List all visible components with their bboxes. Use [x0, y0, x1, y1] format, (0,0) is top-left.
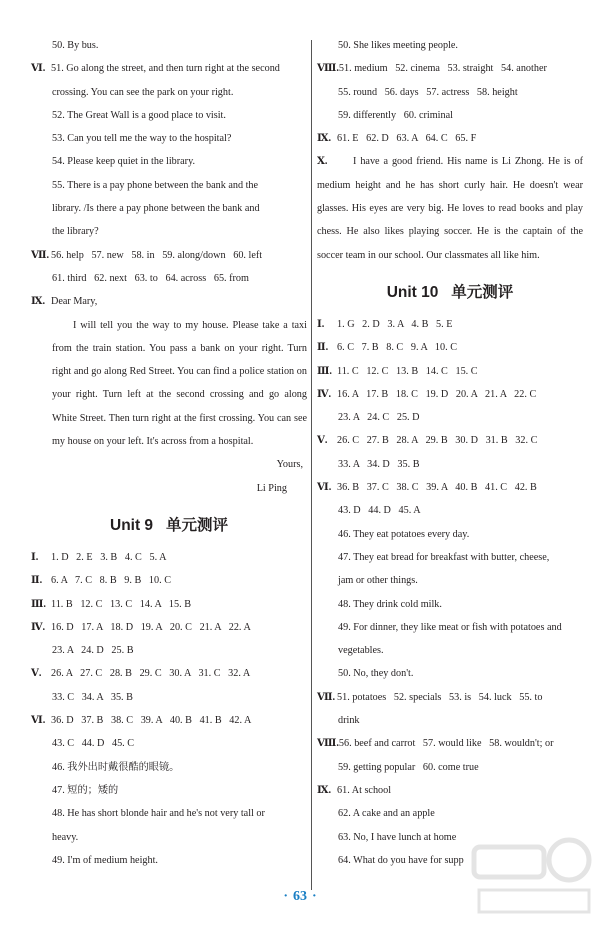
- answer-line: Ⅶ. 56. help 57. new 58. in 59. along/down 60. left: [31, 244, 307, 267]
- answer-line: 59. getting popular 60. come true: [338, 761, 479, 773]
- section-numeral: Ⅰ.: [31, 551, 39, 563]
- column-divider: [311, 40, 312, 890]
- letter-greeting: Ⅸ. Dear Mary,: [31, 290, 307, 313]
- page-number: · 63 ·: [283, 889, 317, 904]
- answer-line: Ⅵ. 36. B 37. C 38. C 39. A 40. B 41. C 42. B: [317, 476, 583, 499]
- answer-line: 48. They drink cold milk.: [338, 598, 442, 610]
- answer-line: Ⅳ. 16. A 17. B 18. C 19. D 20. A 21. A 22. C: [317, 383, 583, 406]
- section-numeral: Ⅸ.: [31, 296, 46, 308]
- section-numeral: Ⅲ.: [31, 598, 46, 610]
- answer-line: Ⅵ. 51. Go along the street, and then turn right at the second: [31, 57, 307, 80]
- answer-line: 33. C 34. A 35. B: [52, 691, 133, 703]
- answer-line: 33. A 34. D 35. B: [338, 458, 420, 470]
- answer-line: 46. 我外出时戴很酷的眼镜。: [52, 761, 180, 773]
- answer-line: 47. They eat bread for breakfast with butter, cheese,: [338, 551, 550, 563]
- unit10-title: Unit 10 单元测评: [386, 283, 514, 301]
- section-numeral: Ⅶ.: [31, 249, 50, 261]
- answer-line: 50. She likes meeting people.: [338, 40, 458, 51]
- section-numeral: Ⅶ.: [317, 691, 336, 703]
- answer-line: crossing. You can see the park on your right.: [52, 86, 234, 98]
- answer-line: 23. A 24. D 25. B: [52, 645, 134, 657]
- answer-line: 62. A cake and an apple: [338, 808, 435, 820]
- essay-body: Ⅹ. I have a good friend. His name is Li Zhong. He is of medium height and he has short curly hair. He doesn't wear glasses. His eyes are very big. He loves to read books and play chess. He also likes playing soccer. He is the captain of the soccer team in our school. Our classmates all like him.: [317, 150, 583, 266]
- section-numeral: Ⅵ.: [31, 63, 46, 75]
- answer-line: 53. Can you tell me the way to the hospital?: [52, 133, 232, 145]
- section-numeral: Ⅴ.: [317, 435, 328, 447]
- answer-line: Ⅳ. 16. D 17. A 18. D 19. A 20. C 21. A 22. A: [31, 616, 307, 639]
- answer-line: Ⅴ. 26. C 27. B 28. A 29. B 30. D 31. B 32. C: [317, 429, 583, 452]
- letter-body: I will tell you the way to my house. Please take a taxi from the train station. You pass a bank on your right. Turn right and go along Red Street. You can find a police station on your right. Turn left at the second crossing and go along White Street. Then turn right at the first crossing. You can see my house on your left. It's across from a hospital.: [52, 319, 307, 448]
- answer-line: 43. C 44. D 45. C: [52, 738, 135, 750]
- section-numeral: Ⅲ.: [317, 365, 332, 377]
- letter-signature: Li Ping: [256, 482, 287, 494]
- answer-line: Ⅷ.51. medium 52. cinema 53. straight 54. another: [317, 57, 583, 80]
- section-numeral: Ⅳ.: [31, 621, 46, 633]
- letter-closing: Yours,: [276, 459, 303, 471]
- answer-line: 23. A 24. C 25. D: [338, 412, 420, 424]
- answer-line: vegetables.: [338, 645, 384, 657]
- section-numeral: Ⅹ.: [317, 156, 328, 168]
- section-numeral: Ⅳ.: [317, 388, 332, 400]
- answer-line: 52. The Great Wall is a good place to visit.: [52, 109, 226, 121]
- answer-line: 43. D 44. D 45. A: [338, 505, 421, 517]
- answer-line: library. /Is there a pay phone between the bank and: [52, 203, 260, 215]
- answer-line: 47. 短的；矮的: [52, 784, 119, 796]
- answer-line: the library?: [52, 226, 99, 238]
- section-numeral: Ⅵ.: [31, 715, 46, 727]
- section-numeral: Ⅴ.: [31, 668, 42, 680]
- right-column: [317, 34, 583, 872]
- answer-line: Ⅲ. 11. B 12. C 13. C 14. A 15. B: [31, 593, 307, 616]
- answer-line: Ⅱ. 6. A 7. C 8. B 9. B 10. C: [31, 569, 307, 592]
- section-numeral: Ⅰ.: [317, 318, 325, 330]
- answer-line: Ⅰ. 1. G 2. D 3. A 4. B 5. E: [317, 313, 583, 336]
- answer-line: 54. Please keep quiet in the library.: [52, 156, 196, 168]
- answer-line: Ⅱ. 6. C 7. B 8. C 9. A 10. C: [317, 336, 583, 359]
- answer-line: Ⅲ. 11. C 12. C 13. B 14. C 15. C: [317, 360, 583, 383]
- answer-line: Ⅸ. 61. E 62. D 63. A 64. C 65. F: [317, 127, 583, 150]
- answer-line: Ⅴ. 26. A 27. C 28. B 29. C 30. A 31. C 32. A: [31, 662, 307, 685]
- answer-line: Ⅶ. 51. potatoes 52. specials 53. is 54. luck 55. to: [317, 686, 583, 709]
- left-column: [31, 34, 307, 872]
- answer-line: drink: [338, 715, 360, 727]
- answer-line: Ⅷ.56. beef and carrot 57. would like 58. wouldn't; or: [317, 732, 583, 755]
- answer-line: Ⅵ. 36. D 37. B 38. C 39. A 40. B 41. B 42. A: [31, 709, 307, 732]
- answer-line: 55. There is a pay phone between the bank and the: [52, 179, 259, 191]
- answer-line: jam or other things.: [338, 575, 418, 587]
- watermark-logo: [464, 822, 594, 922]
- answer-line: Ⅰ. 1. D 2. E 3. B 4. C 5. A: [31, 546, 307, 569]
- answer-line: 48. He has short blonde hair and he's not very tall or: [52, 808, 265, 820]
- answer-line: 64. What do you have for supp: [338, 854, 464, 866]
- answer-line: 49. For dinner, they like meat or fish with potatoes and: [338, 621, 562, 633]
- answer-line: 55. round 56. days 57. actress 58. height: [338, 86, 518, 98]
- answer-line: 46. They eat potatoes every day.: [338, 528, 470, 540]
- answer-line: 50. No, they don't.: [338, 668, 414, 680]
- answer-line: Ⅸ. 61. At school: [317, 779, 583, 802]
- section-numeral: Ⅸ.: [317, 133, 332, 145]
- answer-line: 49. I'm of medium height.: [52, 854, 158, 866]
- answer-line: heavy.: [52, 831, 79, 843]
- answer-line: 61. third 62. next 63. to 64. across 65. from: [52, 272, 249, 284]
- section-numeral: Ⅵ.: [317, 482, 332, 494]
- unit9-title: Unit 9 单元测评: [110, 516, 228, 534]
- answer-line: 63. No, I have lunch at home: [338, 831, 457, 843]
- answer-line: 50. By bus.: [52, 40, 99, 51]
- section-numeral: Ⅸ.: [317, 784, 332, 796]
- section-numeral: Ⅷ.: [317, 738, 339, 750]
- section-numeral: Ⅱ.: [317, 342, 329, 354]
- answer-line: 59. differently 60. criminal: [338, 109, 453, 121]
- section-numeral: Ⅷ.: [317, 63, 339, 75]
- section-numeral: Ⅱ.: [31, 575, 43, 587]
